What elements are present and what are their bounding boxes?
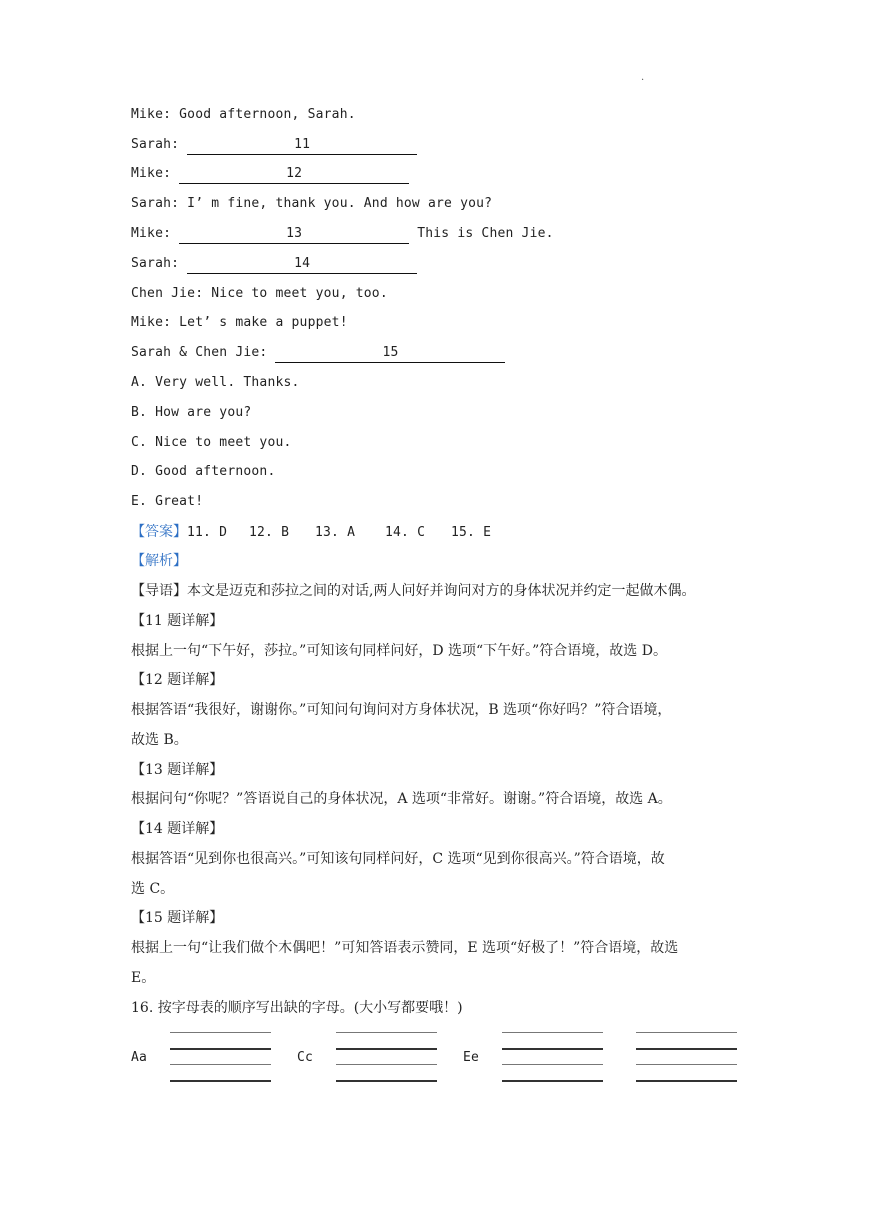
letter-label-ee: Ee [463,1050,480,1065]
speaker: Mike: [131,166,180,181]
detail-text-13: 根据问句“你呢？”答语说自己的身体状况，A 选项“非常好。谢谢。”符合语境，故选 A。 [131,791,672,807]
option-c: C. Nice to meet you. [131,435,292,450]
intro-line [131,581,695,601]
detail-heading-14: 【14 题详解】 [131,821,224,837]
answer-item: 14. C [385,525,426,540]
intro-label: 【导语】 [131,583,187,599]
detail-heading-13: 【13 题详解】 [131,762,224,778]
dialogue-line-2 [131,135,417,155]
answer-line [131,522,491,543]
speaker: Sarah & Chen Jie: [131,345,276,360]
detail-heading-12: 【12 题详解】 [131,672,224,688]
detail-text-14-cont: 选 C。 [131,881,175,897]
dialogue-line-1: Mike: Good afternoon, Sarah. [131,107,356,122]
dialogue-line-3 [131,164,409,184]
blank-12[interactable]: 12 [179,165,409,184]
writing-grid-4[interactable] [636,1032,737,1084]
detail-text-12-cont: 故选 B。 [131,732,188,748]
detail-heading-11: 【11 题详解】 [131,613,224,629]
writing-grid-1[interactable] [170,1032,271,1084]
letter-label-cc: Cc [297,1050,314,1065]
analysis-label: 【解析】 [131,553,187,569]
dialogue-line-6 [131,254,417,274]
option-d: D. Good afternoon. [131,464,276,479]
writing-grid-3[interactable] [502,1032,603,1084]
question-16: 16. 按字母表的顺序写出缺的字母。(大小写都要哦！) [131,1000,463,1016]
speaker: Mike: [131,226,180,241]
answer-item: 11. D [187,525,228,540]
detail-heading-15: 【15 题详解】 [131,910,224,926]
answer-item: 13. A [315,525,356,540]
dialogue-line-5 [131,224,554,244]
answer-label: 【答案】 [131,524,187,540]
answer-item: 15. E [451,525,492,540]
letter-writing-row [131,1030,741,1090]
option-b: B. How are you? [131,405,252,420]
detail-text-14: 根据答语“见到你也很高兴。”可知该句同样问好，C 选项“见到你很高兴。”符合语境，故 [131,851,665,867]
option-a: A. Very well. Thanks. [131,375,300,390]
dialogue-line-7: Chen Jie: Nice to meet you, too. [131,286,388,301]
letter-label-aa: Aa [131,1050,148,1065]
detail-text-15: 根据上一句“让我们做个木偶吧！”可知答语表示赞同，E 选项“好极了！”符合语境，故选 [131,940,679,956]
corner-mark: . [641,72,645,83]
blank-13[interactable]: 13 [179,225,409,244]
detail-text-11: 根据上一句“下午好，莎拉。”可知该句同样问好，D 选项“下午好。”符合语境，故选 D。 [131,643,667,659]
answer-item: 12. B [249,525,290,540]
detail-text-15-cont: E。 [131,970,156,986]
blank-11[interactable]: 11 [187,136,417,155]
speaker: Sarah: [131,137,188,152]
dialogue-line-9 [131,343,505,363]
dialogue-line-4: Sarah: I’ m fine, thank you. And how are you? [131,196,493,211]
writing-grid-2[interactable] [336,1032,437,1084]
dialogue-suffix: This is Chen Jie. [409,226,554,241]
intro-text: 本文是迈克和莎拉之间的对话,两人问好并询问对方的身体状况并约定一起做木偶。 [187,583,696,599]
dialogue-line-8: Mike: Let’ s make a puppet! [131,315,348,330]
blank-14[interactable]: 14 [187,255,417,274]
detail-text-12: 根据答语“我很好，谢谢你。”可知问句询问对方身体状况，B 选项“你好吗？”符合语境， [131,702,672,718]
option-e: E. Great! [131,494,204,509]
blank-15[interactable]: 15 [275,344,505,363]
speaker: Sarah: [131,256,188,271]
